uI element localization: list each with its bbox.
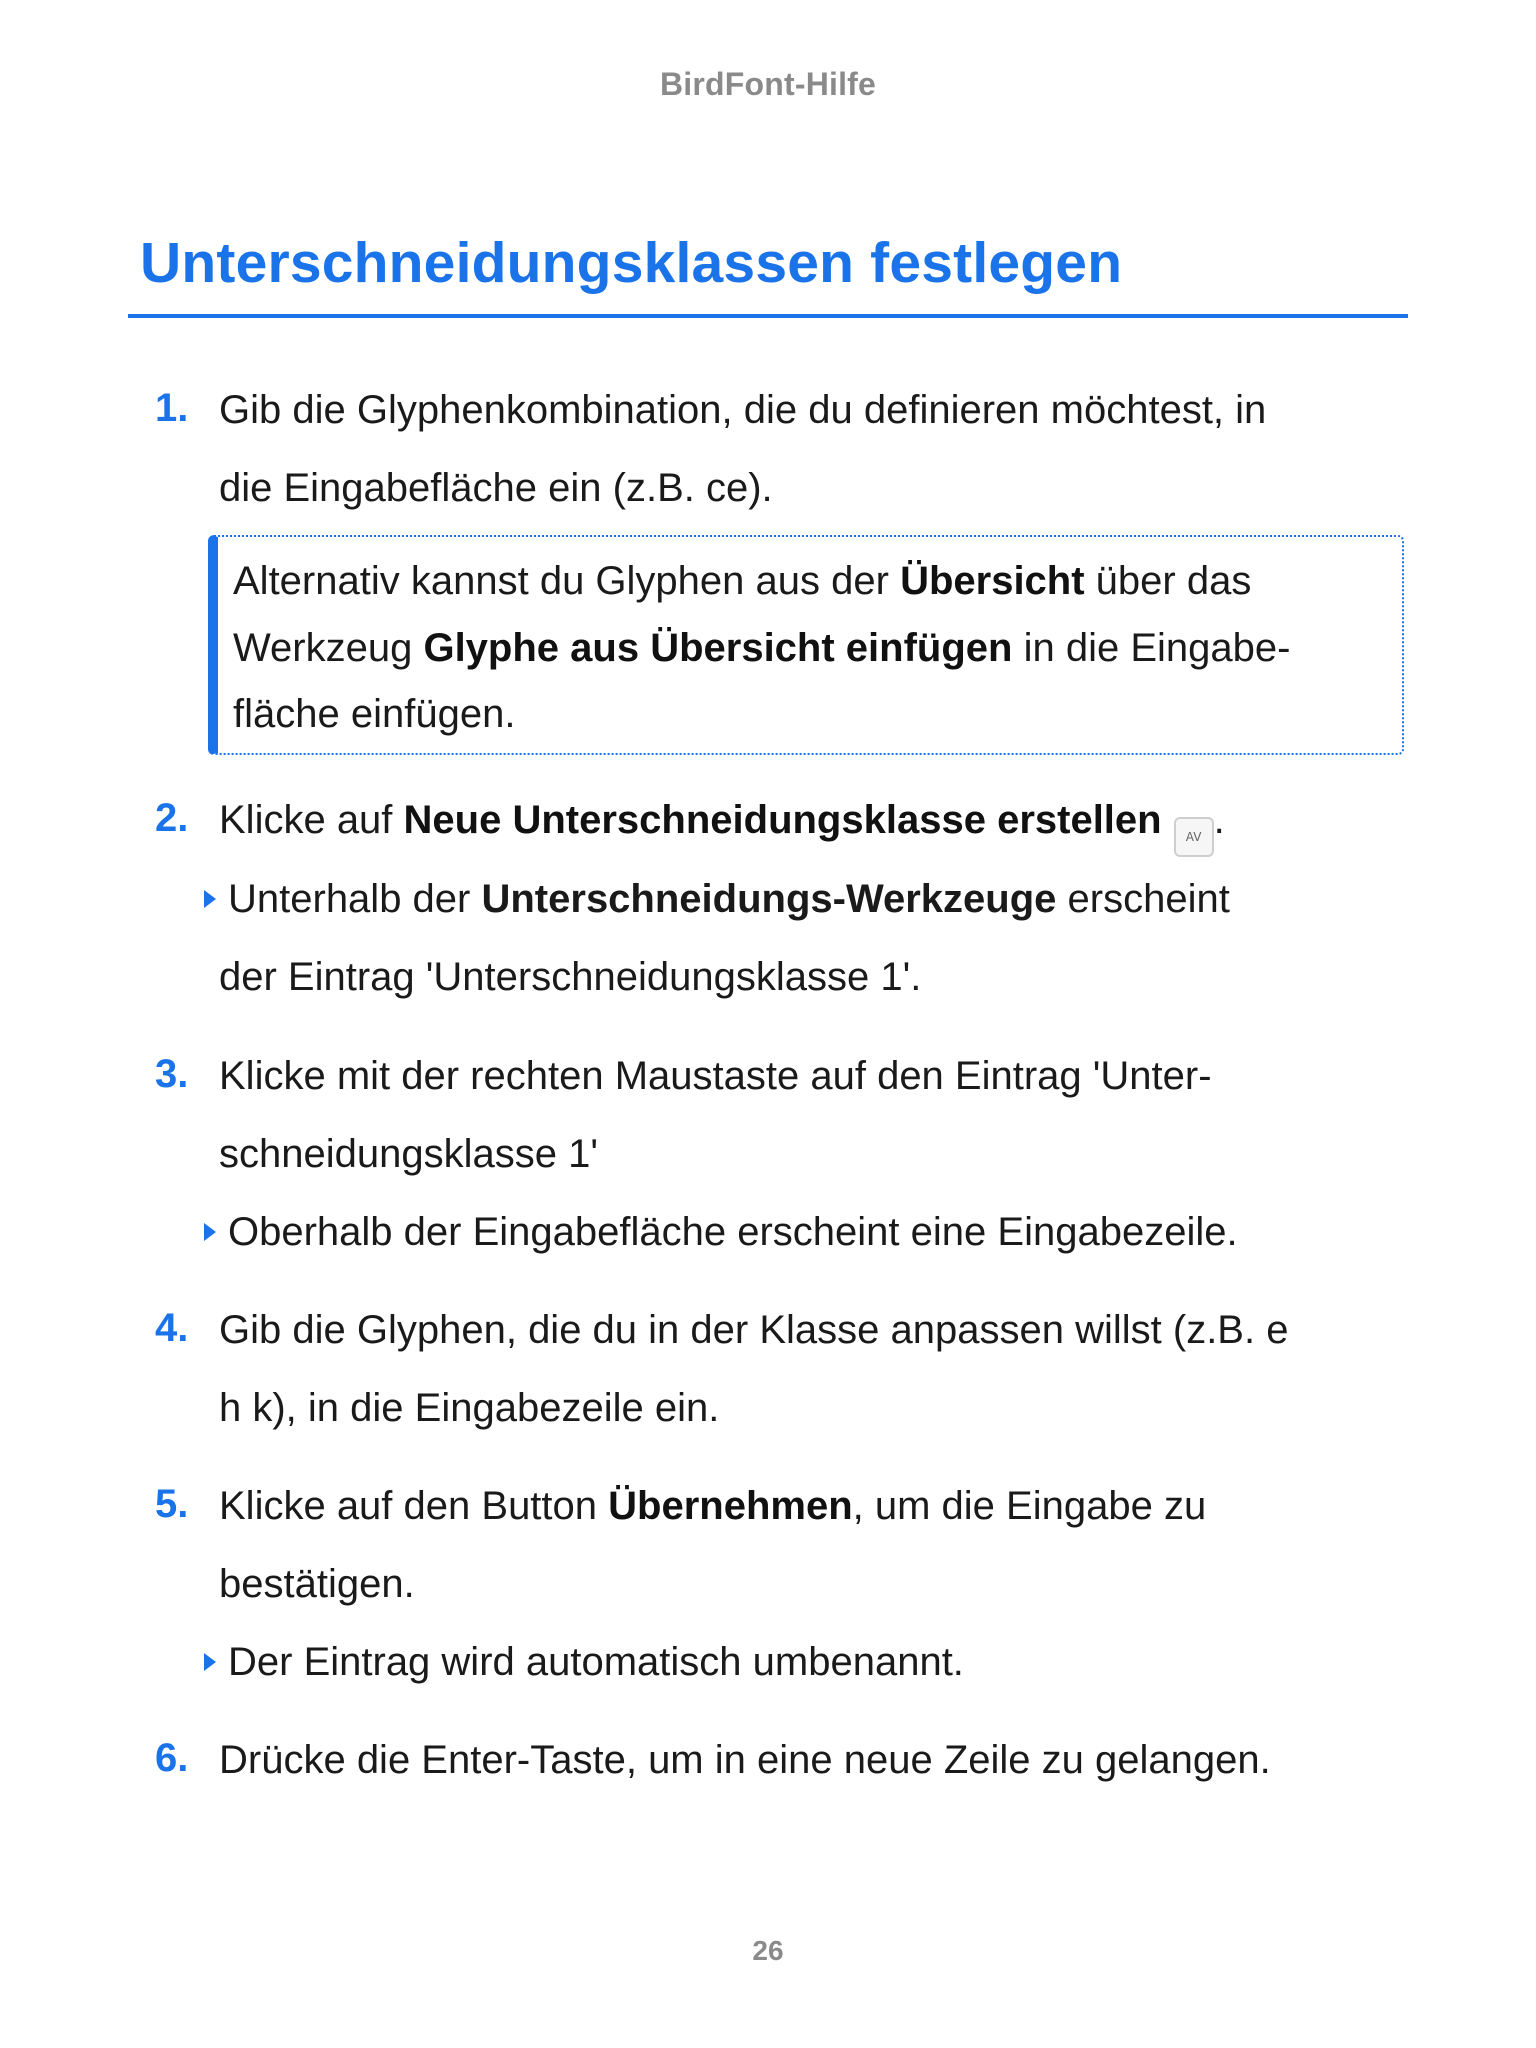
step-6-number: 6.	[155, 1736, 189, 1780]
step-5-line-2: bestätigen.	[219, 1562, 415, 1606]
step-1-line-1: Gib die Glyphenkombination, die du definieren möchtest, in	[219, 388, 1267, 432]
running-header: BirdFont-Hilfe	[659, 66, 877, 102]
step-3-result: Oberhalb der Eingabefläche erscheint eine Eingabezeile.	[204, 1208, 1238, 1256]
step-2-result-line-1: Unterhalb der Unterschneidungs-Werkzeuge erscheint	[204, 875, 1230, 923]
step-5-number: 5.	[155, 1482, 189, 1526]
result-arrow-icon	[204, 1653, 216, 1671]
page-title: Unterschneidungsklassen festlegen	[140, 231, 1123, 295]
page-number: 26	[752, 1935, 784, 1966]
note-line-1: Alternativ kannst du Glyphen aus der Übersicht über das	[233, 559, 1252, 603]
step-1-line-2: die Eingabefläche ein (z.B. ce).	[219, 466, 773, 510]
note-line-3: fläche einfügen.	[233, 692, 516, 736]
step-2-result-line-2: der Eintrag 'Unterschneidungsklasse 1'.	[219, 955, 922, 999]
step-3-number: 3.	[155, 1052, 189, 1096]
step-5-result: Der Eintrag wird automatisch umbenannt.	[204, 1638, 964, 1686]
result-arrow-icon	[204, 1223, 216, 1241]
note-line-2: Werkzeug Glyphe aus Übersicht einfügen in die Eingabe-	[233, 626, 1291, 670]
new-kerning-class-icon: AV	[1174, 817, 1214, 857]
step-3-line-1: Klicke mit der rechten Maustaste auf den Eintrag 'Unter-	[219, 1054, 1212, 1098]
step-5-line-1: Klicke auf den Button Übernehmen, um die Eingabe zu	[219, 1484, 1207, 1528]
step-2-number: 2.	[155, 796, 189, 840]
title-divider	[128, 314, 1408, 318]
step-2-line-1: Klicke auf Neue Unterschneidungsklasse erstellen AV .	[219, 796, 1225, 857]
step-1-number: 1.	[155, 386, 189, 430]
step-4-line-2: h k), in die Eingabezeile ein.	[219, 1386, 720, 1430]
step-4-number: 4.	[155, 1306, 189, 1350]
step-6-line-1: Drücke die Enter-Taste, um in eine neue Zeile zu gelangen.	[219, 1738, 1271, 1782]
step-3-line-2: schneidungsklasse 1'	[219, 1132, 598, 1176]
step-4-line-1: Gib die Glyphen, die du in der Klasse anpassen willst (z.B. e	[219, 1308, 1289, 1352]
result-arrow-icon	[204, 890, 216, 908]
